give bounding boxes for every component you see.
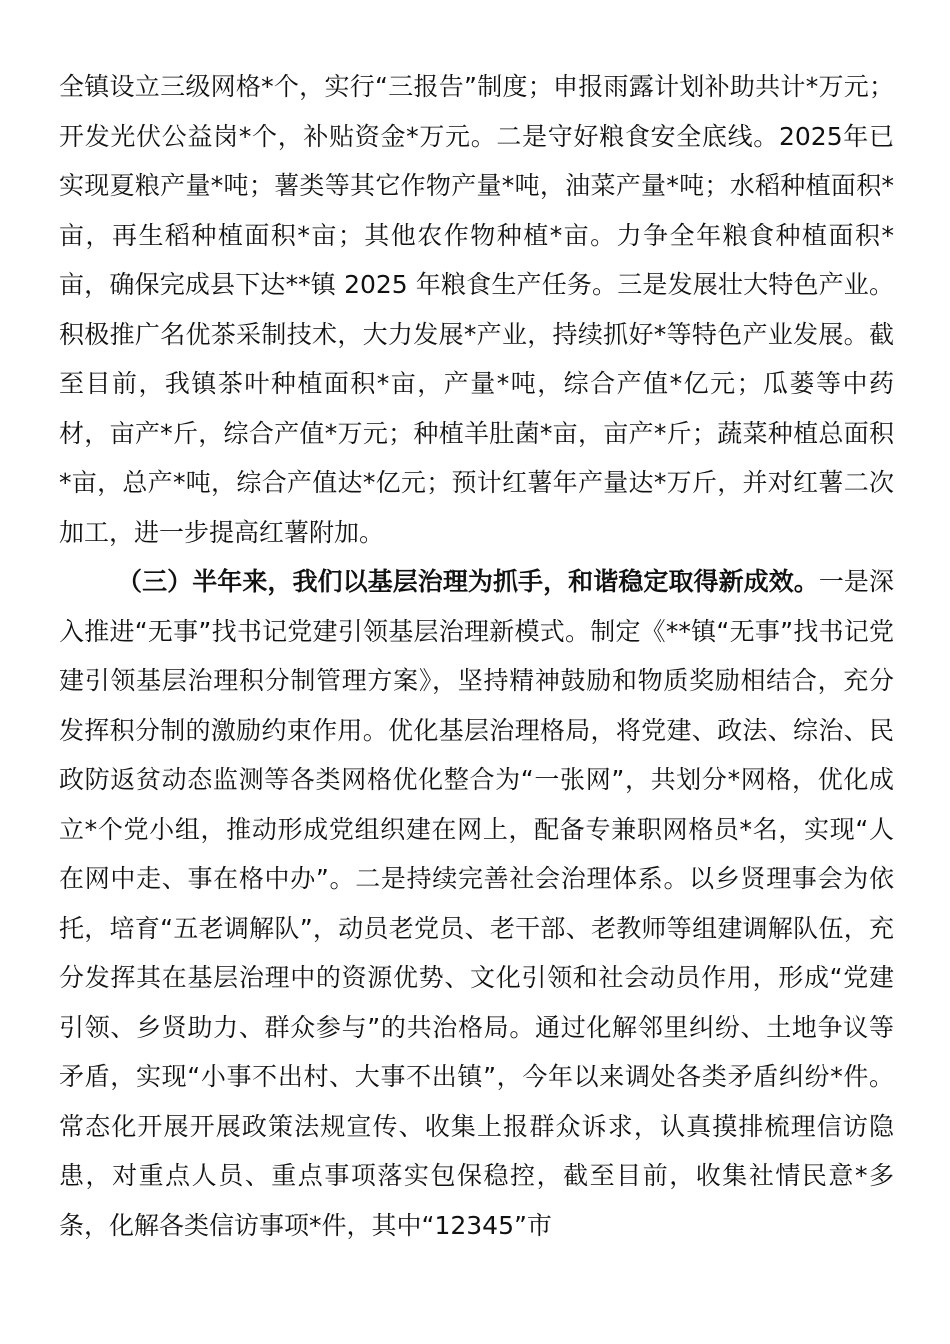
- section-heading-governance: （三）半年来，我们以基层治理为抓手，和谐稳定取得新成效。: [117, 567, 819, 596]
- paragraph-poverty-grain-industry: 全镇设立三级网格*个，实行“三报告”制度；申报雨露计划补助共计*万元；开发光伏公益岗*个，补贴资金*万元。二是守好粮食安全底线。2025年已实现夏粮产量*吨；薯类等其它作物产量*吨，油菜产量*吨；水稻种植面积*亩，再生稻种植面积*亩；其他农作物种植*亩。力争全年粮食种植面积*亩，确保完成县下达**镇 2025 年粮食生产任务。三是发展壮大特色产业。积极推广名优茶采制技术，大力发展*产业，持续抓好*等特色产业发展。截至目前，我镇茶叶种植面积*亩，产量*吨，综合产值*亿元；瓜蒌等中药材，亩产*斤，综合产值*万元；种植羊肚菌*亩，亩产*斤；蔬菜种植总面积*亩，总产*吨，综合产值达*亿元；预计红薯年产量达*万斤，并对红薯二次加工，进一步提高红薯附加。: [59, 72, 894, 547]
- document-body: [59, 62, 894, 1250]
- paragraph-grassroots-governance: [59, 557, 894, 1250]
- paragraph-governance-body: 一是深入推进“无事”找书记党建引领基层治理新模式。制定《**镇“无事”找书记党建引领基层治理积分制管理方案》，坚持精神鼓励和物质奖励相结合，充分发挥积分制的激励约束作用。优化基层治理格局，将党建、政法、综治、民政防返贫动态监测等各类网格优化整合为“一张网”，共划分*网格，优化成立*个党小组，推动形成党组织建在网上，配备专兼职网格员*名，实现“人在网中走、事在格中办”。二是持续完善社会治理体系。以乡贤理事会为依托，培育“五老调解队”，动员老党员、老干部、老教师等组建调解队伍，充分发挥其在基层治理中的资源优势、文化引领和社会动员作用，形成“党建引领、乡贤助力、群众参与”的共治格局。通过化解邻里纠纷、土地争议等矛盾，实现“小事不出村、大事不出镇”，今年以来调处各类矛盾纠纷*件。常态化开展开展政策法规宣传、收集上报群众诉求，认真摸排梳理信访隐患，对重点人员、重点事项落实包保稳控，截至目前，收集社情民意*多条，化解各类信访事项*件，其中“12345”市: [59, 567, 894, 1240]
